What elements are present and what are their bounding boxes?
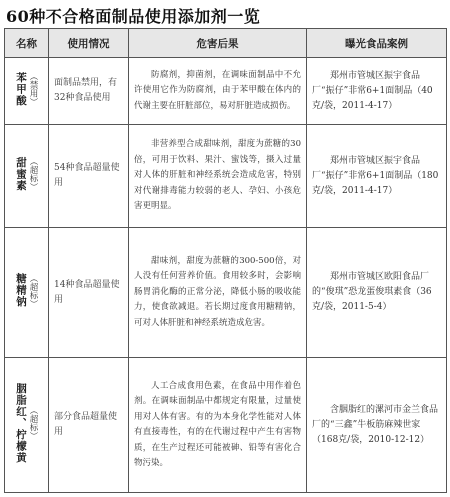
table-header-row xyxy=(5,29,447,58)
case-cell: 郑州市管城区振宇食品厂“振仔”非常6+1面制品（180克/袋，2011-4-17） xyxy=(307,125,447,228)
table-row xyxy=(5,228,447,358)
harm-cell: 防腐剂，抑菌剂，在调味面制品中不允许使用它作为防腐剂，由于苯甲酸在体内的代谢主要在肝脏部位，易对肝脏造成损伤。 xyxy=(129,58,307,125)
additive-tag: （禁用） xyxy=(28,72,38,106)
additive-name: 糖精钠 xyxy=(15,273,27,308)
case-cell: 含胭脂红的漯河市金兰食品厂的“三鑫”牛板筋麻辣世家（168克/袋，2010-12-12） xyxy=(307,358,447,493)
additive-name-cell xyxy=(5,358,49,493)
additive-tag: （超标） xyxy=(28,157,38,191)
table-row xyxy=(5,125,447,228)
additive-name: 苯甲酸 xyxy=(15,71,27,107)
page-title: 60种不合格面制品使用添加剂一览 xyxy=(6,7,261,26)
case-cell: 郑州市管城区欧阳食品厂的“俊琪”恐龙蛋俊琪素食（36克/袋，2011-5-4） xyxy=(307,228,447,358)
usage-cell: 54种食品超量使用 xyxy=(49,125,129,228)
additive-name-cell xyxy=(5,125,49,228)
additive-name-cell xyxy=(5,58,49,125)
header-harm: 危害后果 xyxy=(129,29,307,58)
additives-table xyxy=(4,28,447,493)
header-name: 名称 xyxy=(5,29,49,58)
case-cell: 郑州市管城区振宇食品厂“振仔”非常6+1面制品（40克/袋，2011-4-17） xyxy=(307,58,447,125)
header-usage: 使用情况 xyxy=(49,29,129,58)
additive-name: 胭脂红、柠檬黄 xyxy=(15,382,27,464)
usage-cell: 部分食品超量使用 xyxy=(49,358,129,493)
additive-name: 甜蜜素 xyxy=(15,156,27,192)
harm-cell: 甜味剂，甜度为蔗糖的300-500倍，对人没有任何营养价值。食用较多时，会影响肠胃消化酶的正常分泌，降低小肠的吸收能力，使食欲减退。若长期过度食用糖精钠，可对人体肝脏和神经系统造成危害。 xyxy=(129,228,307,358)
usage-cell: 面制品禁用，有32种食品使用 xyxy=(49,58,129,125)
table-row xyxy=(5,58,447,125)
harm-cell: 人工合成食用色素，在食品中用作着色剂。在调味面制品中都规定有限量，过量使用对人体有害。有的为本身化学性能对人体有直接毒性，有的在代谢过程中产生有害物质，在生产过程还可能被砷、铅等有害化合物污染。 xyxy=(129,358,307,493)
additive-tag: （超标） xyxy=(28,406,38,440)
harm-cell: 非营养型合成甜味剂，甜度为蔗糖的30倍，可用于饮料、果汁、蜜饯等，摄入过量对人体的肝脏和神经系统会造成危害，特别对代谢排毒能力较弱的老人、孕妇、小孩危害更明显。 xyxy=(129,125,307,228)
additive-tag: （超标） xyxy=(28,273,38,308)
table-row xyxy=(5,358,447,493)
additive-name-cell xyxy=(5,228,49,358)
usage-cell: 14种食品超量使用 xyxy=(49,228,129,358)
header-case: 曝光食品案例 xyxy=(307,29,447,58)
